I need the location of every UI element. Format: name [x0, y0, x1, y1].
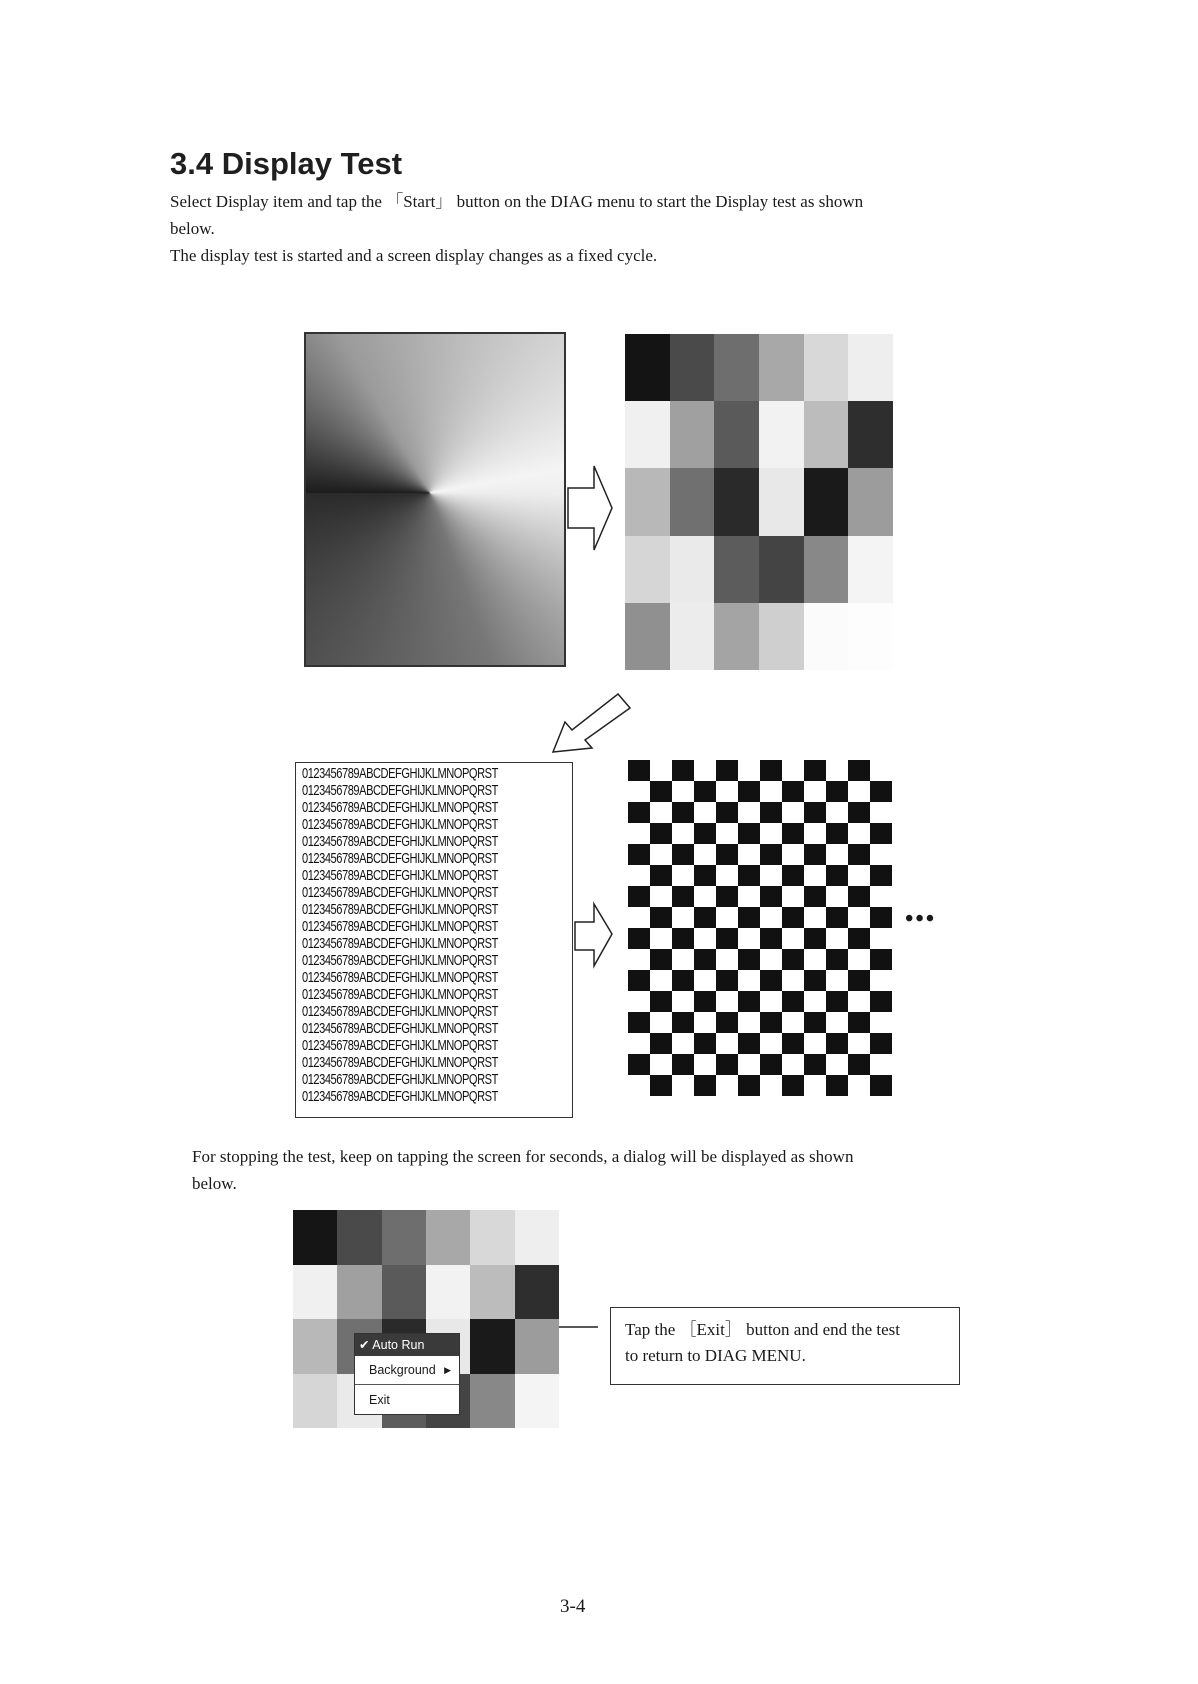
checkmark-icon: ✔ [359, 1338, 370, 1352]
checker-square [826, 886, 848, 907]
checker-square [870, 907, 892, 928]
checker-square [628, 823, 650, 844]
checker-square [804, 1054, 826, 1075]
arrow-down-left-icon [553, 694, 630, 752]
checker-square [650, 760, 672, 781]
checker-square [760, 865, 782, 886]
checker-square [716, 907, 738, 928]
gray-block [470, 1319, 514, 1374]
checker-square [848, 802, 870, 823]
char-row: 0123456789ABCDEFGHIJKLMNOPQRST [302, 919, 498, 935]
checker-square [738, 823, 760, 844]
char-row: 0123456789ABCDEFGHIJKLMNOPQRST [302, 953, 498, 969]
checker-square [650, 1033, 672, 1054]
checker-square [804, 760, 826, 781]
checker-square [650, 823, 672, 844]
checker-square [870, 802, 892, 823]
checker-square [716, 970, 738, 991]
checker-square [738, 1012, 760, 1033]
gray-block [470, 1265, 514, 1320]
checker-square [804, 991, 826, 1012]
checker-square [848, 760, 870, 781]
checker-square [694, 970, 716, 991]
checker-square [848, 970, 870, 991]
char-row: 0123456789ABCDEFGHIJKLMNOPQRST [302, 1038, 498, 1054]
checker-square [738, 781, 760, 802]
checker-square [848, 781, 870, 802]
checker-square [782, 970, 804, 991]
checker-square [628, 1054, 650, 1075]
char-row: 0123456789ABCDEFGHIJKLMNOPQRST [302, 936, 498, 952]
gray-block [337, 1210, 381, 1265]
checker-square [760, 970, 782, 991]
checker-square [782, 1075, 804, 1096]
gray-block [515, 1265, 559, 1320]
stop-dialog-menu [354, 1333, 460, 1415]
char-row: 0123456789ABCDEFGHIJKLMNOPQRST [302, 800, 498, 816]
char-row: 0123456789ABCDEFGHIJKLMNOPQRST [302, 1055, 498, 1071]
checker-square [826, 865, 848, 886]
checker-square [672, 1033, 694, 1054]
checker-square [848, 907, 870, 928]
checker-square [694, 928, 716, 949]
checker-square [628, 802, 650, 823]
checker-square [650, 1012, 672, 1033]
char-row: 0123456789ABCDEFGHIJKLMNOPQRST [302, 885, 498, 901]
checker-square [782, 949, 804, 970]
checker-square [738, 865, 760, 886]
menu-item-label: Background [369, 1363, 436, 1377]
checker-square [650, 1075, 672, 1096]
gray-block [470, 1210, 514, 1265]
checker-square [672, 907, 694, 928]
checker-square [826, 1075, 848, 1096]
checker-square [650, 1054, 672, 1075]
stop-paragraph [192, 1143, 992, 1197]
callout-line-2: to return to DIAG MENU. [625, 1346, 806, 1365]
checker-square [694, 823, 716, 844]
checker-square [870, 1054, 892, 1075]
checker-square [782, 886, 804, 907]
intro-line-2: below. [170, 219, 215, 238]
checker-square [870, 1033, 892, 1054]
gray-block [293, 1319, 337, 1374]
checker-square [672, 865, 694, 886]
checker-square [716, 1033, 738, 1054]
gray-block [382, 1210, 426, 1265]
checker-square [848, 865, 870, 886]
checker-square [804, 907, 826, 928]
checker-square [672, 1054, 694, 1075]
checker-square [870, 1012, 892, 1033]
checker-square [870, 844, 892, 865]
checker-square [870, 1075, 892, 1096]
checker-square [826, 949, 848, 970]
gray-block [293, 1210, 337, 1265]
char-row: 0123456789ABCDEFGHIJKLMNOPQRST [302, 987, 498, 1003]
checker-square [672, 928, 694, 949]
checker-square [650, 970, 672, 991]
checker-square [650, 865, 672, 886]
checker-square [694, 844, 716, 865]
checker-square [870, 991, 892, 1012]
checker-square [804, 1075, 826, 1096]
section-heading: 3.4 Display Test [170, 146, 403, 181]
checker-square [738, 907, 760, 928]
checker-square [804, 802, 826, 823]
checker-square [694, 1033, 716, 1054]
checker-square [672, 949, 694, 970]
gray-block [382, 1265, 426, 1320]
checker-square [826, 907, 848, 928]
checker-square [804, 949, 826, 970]
checker-square [848, 1075, 870, 1096]
checker-square [826, 991, 848, 1012]
checker-square [782, 1012, 804, 1033]
gray-block [293, 1374, 337, 1429]
checker-square [650, 907, 672, 928]
checker-square [804, 823, 826, 844]
checker-square [870, 928, 892, 949]
char-row: 0123456789ABCDEFGHIJKLMNOPQRST [302, 834, 498, 850]
checker-square [848, 1012, 870, 1033]
checker-square [716, 928, 738, 949]
checker-square [628, 949, 650, 970]
checker-square [760, 802, 782, 823]
checker-square [804, 928, 826, 949]
checker-square [628, 1075, 650, 1096]
checker-square [716, 949, 738, 970]
checker-square [826, 1012, 848, 1033]
callout-line-1: Tap the ［Exit］ button and end the test [625, 1320, 901, 1339]
gray-block [515, 1374, 559, 1429]
arrow-right-icon [575, 904, 612, 966]
page-number: 3-4 [560, 1596, 586, 1617]
checker-square [694, 1012, 716, 1033]
char-row: 0123456789ABCDEFGHIJKLMNOPQRST [302, 766, 498, 782]
checker-square [760, 907, 782, 928]
arrow-right-icon [568, 466, 612, 550]
gray-block [426, 1265, 470, 1320]
checker-square [716, 823, 738, 844]
submenu-arrow-icon: ▶ [444, 1365, 451, 1375]
checker-square [650, 991, 672, 1012]
checker-square [760, 760, 782, 781]
checker-square [628, 991, 650, 1012]
checker-square [694, 1054, 716, 1075]
char-row: 0123456789ABCDEFGHIJKLMNOPQRST [302, 1021, 498, 1037]
checker-square [650, 802, 672, 823]
character-test-screen [295, 762, 573, 1118]
checker-square [694, 802, 716, 823]
intro-line-1: Select Display item and tap the 「Start」 button on the DIAG menu to start the Display test as shown [170, 192, 864, 211]
checker-square [782, 823, 804, 844]
checker-square [628, 886, 650, 907]
checker-square [738, 970, 760, 991]
continuation-ellipsis: ••• [905, 906, 937, 932]
char-row: 0123456789ABCDEFGHIJKLMNOPQRST [302, 851, 498, 867]
checker-square [870, 760, 892, 781]
checker-square [760, 949, 782, 970]
gray-block [426, 1210, 470, 1265]
checker-square [738, 991, 760, 1012]
checker-square [694, 781, 716, 802]
checker-square [826, 1054, 848, 1075]
char-row: 0123456789ABCDEFGHIJKLMNOPQRST [302, 970, 498, 986]
checker-square [694, 865, 716, 886]
checkerboard-test-screen [628, 760, 892, 1096]
checker-square [672, 886, 694, 907]
checker-square [628, 781, 650, 802]
checker-square [672, 802, 694, 823]
checker-square [694, 886, 716, 907]
menu-item-label: Exit [369, 1393, 390, 1407]
checker-square [650, 949, 672, 970]
checker-square [738, 928, 760, 949]
checker-square [738, 949, 760, 970]
checker-square [760, 928, 782, 949]
checker-square [672, 823, 694, 844]
checker-square [804, 865, 826, 886]
checker-square [628, 760, 650, 781]
checker-square [672, 781, 694, 802]
checker-square [870, 823, 892, 844]
checker-square [782, 1054, 804, 1075]
checker-square [826, 802, 848, 823]
checker-square [760, 1075, 782, 1096]
checker-square [650, 886, 672, 907]
checker-square [694, 1075, 716, 1096]
checker-square [628, 928, 650, 949]
checker-square [760, 1054, 782, 1075]
checker-square [716, 781, 738, 802]
checker-square [760, 1012, 782, 1033]
checker-square [826, 781, 848, 802]
checker-square [672, 1012, 694, 1033]
checker-square [804, 844, 826, 865]
checker-square [804, 1033, 826, 1054]
checker-square [826, 970, 848, 991]
checker-square [672, 844, 694, 865]
checker-square [870, 886, 892, 907]
checker-square [848, 823, 870, 844]
checker-square [650, 781, 672, 802]
checker-square [628, 970, 650, 991]
checker-square [760, 1033, 782, 1054]
exit-instruction-callout [610, 1307, 960, 1385]
checker-square [870, 781, 892, 802]
char-row: 0123456789ABCDEFGHIJKLMNOPQRST [302, 1072, 498, 1088]
checker-square [738, 802, 760, 823]
checker-square [760, 823, 782, 844]
checker-square [782, 865, 804, 886]
checker-square [782, 928, 804, 949]
checker-square [826, 928, 848, 949]
menu-item-exit[interactable] [355, 1385, 459, 1415]
checker-square [870, 949, 892, 970]
checker-square [694, 760, 716, 781]
checker-square [628, 907, 650, 928]
checker-square [848, 1033, 870, 1054]
menu-item-label: Auto Run [372, 1338, 425, 1352]
checker-square [782, 1033, 804, 1054]
checker-square [760, 781, 782, 802]
checker-square [694, 991, 716, 1012]
checker-square [760, 886, 782, 907]
checker-square [848, 991, 870, 1012]
char-row: 0123456789ABCDEFGHIJKLMNOPQRST [302, 902, 498, 918]
checker-square [804, 970, 826, 991]
checker-square [694, 907, 716, 928]
checker-square [694, 949, 716, 970]
checker-square [716, 1054, 738, 1075]
checker-square [848, 928, 870, 949]
char-row: 0123456789ABCDEFGHIJKLMNOPQRST [302, 1089, 498, 1105]
checker-square [672, 970, 694, 991]
checker-square [782, 760, 804, 781]
char-row: 0123456789ABCDEFGHIJKLMNOPQRST [302, 1004, 498, 1020]
checker-square [716, 760, 738, 781]
checker-square [672, 760, 694, 781]
checker-square [804, 781, 826, 802]
checker-square [848, 949, 870, 970]
checker-square [628, 1033, 650, 1054]
gray-block [293, 1265, 337, 1320]
checker-square [650, 928, 672, 949]
checker-square [672, 1075, 694, 1096]
gray-block [470, 1374, 514, 1429]
checker-square [738, 760, 760, 781]
menu-item-auto-run[interactable] [355, 1334, 459, 1356]
checker-square [826, 844, 848, 865]
checker-square [716, 991, 738, 1012]
checker-square [782, 781, 804, 802]
checker-square [848, 844, 870, 865]
checker-square [738, 1075, 760, 1096]
char-row: 0123456789ABCDEFGHIJKLMNOPQRST [302, 868, 498, 884]
checker-square [848, 886, 870, 907]
checker-square [760, 991, 782, 1012]
checker-square [782, 844, 804, 865]
stop-line-1: For stopping the test, keep on tapping the screen for seconds, a dialog will be displayed as shown [192, 1147, 854, 1166]
checker-square [716, 844, 738, 865]
stop-line-2: below. [192, 1174, 237, 1193]
checker-square [738, 1033, 760, 1054]
checker-square [716, 886, 738, 907]
checker-square [716, 1075, 738, 1096]
checker-square [738, 844, 760, 865]
checker-square [738, 1054, 760, 1075]
checker-square [716, 1012, 738, 1033]
checker-square [738, 886, 760, 907]
checker-square [760, 844, 782, 865]
checker-square [826, 823, 848, 844]
checker-square [826, 1033, 848, 1054]
checker-square [782, 991, 804, 1012]
char-row: 0123456789ABCDEFGHIJKLMNOPQRST [302, 783, 498, 799]
gray-block [515, 1319, 559, 1374]
checker-square [870, 970, 892, 991]
checker-square [870, 865, 892, 886]
checker-square [716, 865, 738, 886]
char-row: 0123456789ABCDEFGHIJKLMNOPQRST [302, 817, 498, 833]
intro-line-3: The display test is started and a screen display changes as a fixed cycle. [170, 246, 658, 265]
checker-square [804, 886, 826, 907]
gray-block [337, 1265, 381, 1320]
checker-square [782, 802, 804, 823]
checker-square [628, 1012, 650, 1033]
checker-square [672, 991, 694, 1012]
checker-square [804, 1012, 826, 1033]
checker-square [782, 907, 804, 928]
checker-square [628, 844, 650, 865]
checker-square [716, 802, 738, 823]
menu-item-background[interactable] [355, 1356, 459, 1385]
checker-square [848, 1054, 870, 1075]
gray-block [515, 1210, 559, 1265]
checker-square [826, 760, 848, 781]
checker-square [650, 844, 672, 865]
checker-square [628, 865, 650, 886]
